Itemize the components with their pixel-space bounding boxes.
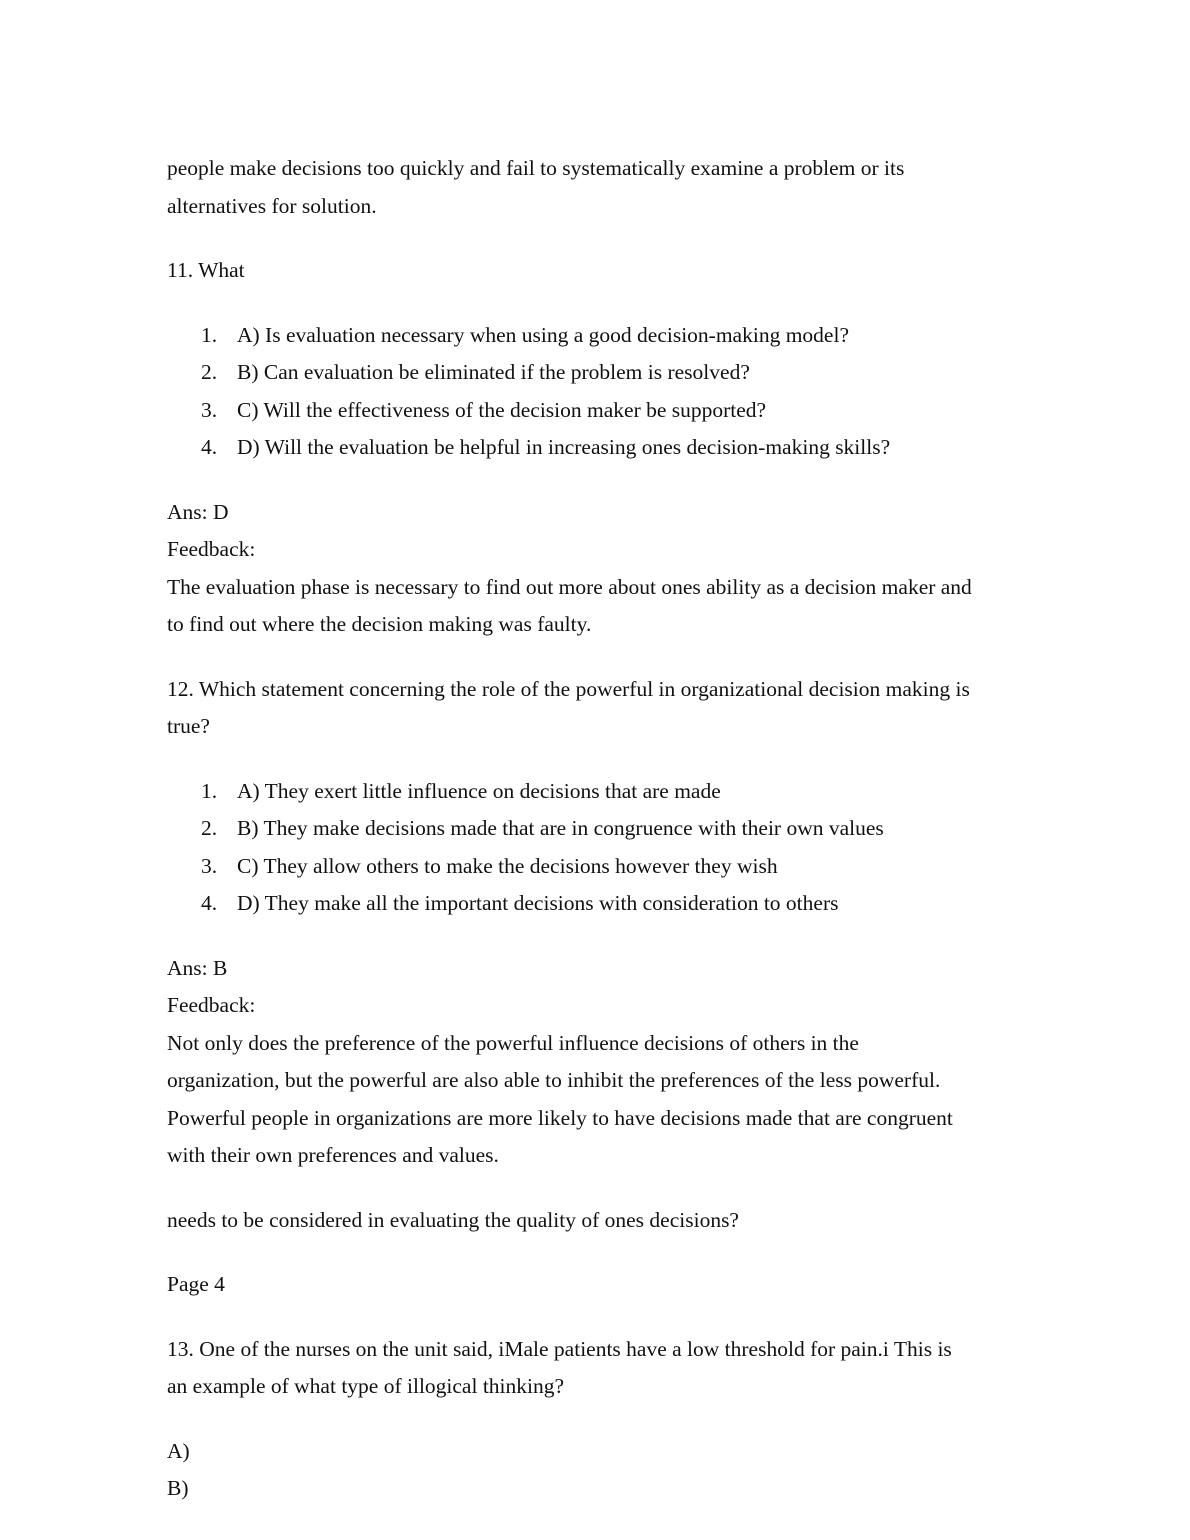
page-number: Page 4	[167, 1272, 225, 1296]
option-item	[167, 317, 1047, 355]
option-item	[167, 848, 1047, 886]
question-11-stem-continued: needs to be considered in evaluating the quality of ones decisions?	[167, 1207, 739, 1232]
option-number: 2.	[201, 816, 218, 840]
answer-text: Ans: B	[167, 955, 228, 980]
question-12-options	[167, 773, 1047, 923]
option-text: C) Will the effectiveness of the decision maker be supported?	[237, 397, 767, 422]
feedback-text-line: organization, but the powerful are also able to inhibit the preferences of the less powerful.	[167, 1068, 941, 1092]
option-number: 4.	[201, 435, 218, 459]
feedback-text-line: The evaluation phase is necessary to find out more about ones ability as a decision maker and	[167, 574, 972, 599]
option-b-label: B)	[167, 1476, 189, 1500]
question-13-stem: 13. One of the nurses on the unit said, iMale patients have a low threshold for pain.i This is	[167, 1336, 952, 1361]
question-12-stem: 12. Which statement concerning the role of the powerful in organizational decision making is	[167, 676, 970, 701]
option-number: 1.	[201, 322, 218, 347]
document-page	[167, 150, 1047, 1508]
feedback-label: Feedback:	[167, 537, 256, 561]
feedback-text-line: Not only does the preference of the powerful influence decisions of others in the	[167, 1030, 859, 1055]
question-11-stem: 11. What	[167, 258, 245, 282]
intro-text-line: people make decisions too quickly and fail to systematically examine a problem or its	[167, 156, 905, 180]
option-item	[167, 429, 1047, 467]
option-item	[167, 885, 1047, 923]
option-item	[167, 392, 1047, 430]
feedback-text-line: with their own preferences and values.	[167, 1143, 499, 1167]
feedback-text-line: Powerful people in organizations are more likely to have decisions made that are congruent	[167, 1105, 953, 1130]
question-13-stem: an example of what type of illogical thinking?	[167, 1374, 565, 1398]
question-12-stem: true?	[167, 714, 210, 738]
option-item	[167, 354, 1047, 392]
option-text: D) They make all the important decisions with consideration to others	[237, 891, 839, 915]
option-number: 3.	[201, 853, 218, 878]
option-item	[167, 810, 1047, 848]
intro-text-line: alternatives for solution.	[167, 193, 377, 218]
answer-text: Ans: D	[167, 499, 229, 524]
option-text: B) They make decisions made that are in congruence with their own values	[237, 816, 884, 840]
option-item	[167, 773, 1047, 811]
option-text: D) Will the evaluation be helpful in increasing ones decision-making skills?	[237, 435, 891, 459]
option-number: 2.	[201, 360, 218, 384]
question-11-options	[167, 317, 1047, 467]
option-text: A) Is evaluation necessary when using a good decision-making model?	[237, 322, 849, 347]
option-number: 1.	[201, 778, 218, 803]
feedback-label: Feedback:	[167, 993, 256, 1017]
option-number: 3.	[201, 397, 218, 422]
feedback-text-line: to find out where the decision making was faulty.	[167, 612, 592, 636]
option-text: C) They allow others to make the decisions however they wish	[237, 853, 778, 878]
option-text: B) Can evaluation be eliminated if the problem is resolved?	[237, 360, 750, 384]
option-a-label: A)	[167, 1438, 190, 1463]
option-text: A) They exert little influence on decisions that are made	[237, 778, 721, 803]
option-number: 4.	[201, 891, 218, 915]
